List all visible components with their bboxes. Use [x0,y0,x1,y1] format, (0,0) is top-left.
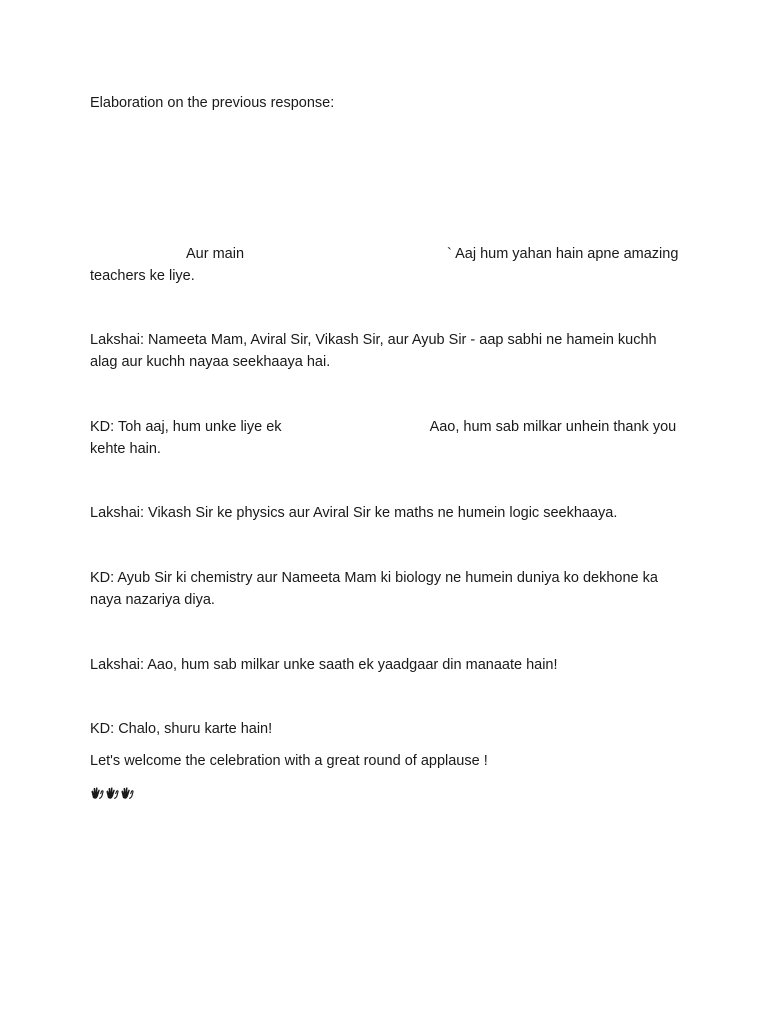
kd-text-2: KD: Ayub Sir ki chemistry aur Nameeta Mam ki biology ne humein duniya ko dekhone ka naya nazariya diya. [90,570,658,608]
kd-line-2 [90,567,680,611]
kd1-part1: KD: Toh aaj, hum unke liye ek [90,419,282,435]
kd-line-3 [90,718,680,740]
lakshai-line-1 [90,329,680,373]
kd-text-3: KD: Chalo, shuru karte hain! [90,721,273,737]
lakshai-text-3: Lakshai: Aao, hum sab milkar unke saath ek yaadgaar din manaate hain! [90,657,558,673]
lakshai-text-1: Lakshai: Nameeta Mam, Aviral Sir, Vikash Sir, aur Ayub Sir - aap sabhi ne hamein kuchh alag aur kuchh nayaa seekhaaya hai. [90,332,657,370]
clapping-hands-row [90,786,134,800]
lakshai-line-2 [90,502,680,524]
lakshai-text-2: Lakshai: Vikash Sir ke physics aur Aviral Sir ke maths ne humein logic seekhaaya. [90,505,618,521]
kd-line-1 [90,416,680,460]
heading-text: Elaboration on the previous response: [90,95,335,111]
closing-text: Let's welcome the celebration with a great round of applause ! [90,753,488,769]
closing-line [90,750,680,772]
clapping-hands-icon [120,786,134,800]
kd1-part2: Aao, hum sab milkar unhein thank you kehte hain. [90,419,677,457]
intro-part1: Aur main [186,246,245,262]
lakshai-line-3 [90,654,680,676]
clapping-hands-icon [90,786,104,800]
heading-line [90,92,680,114]
intro-paragraph [90,243,680,287]
clapping-hands-icon [105,786,119,800]
intro-part2: ` Aaj hum yahan hain apne amazing teachers ke liye. [90,246,679,284]
